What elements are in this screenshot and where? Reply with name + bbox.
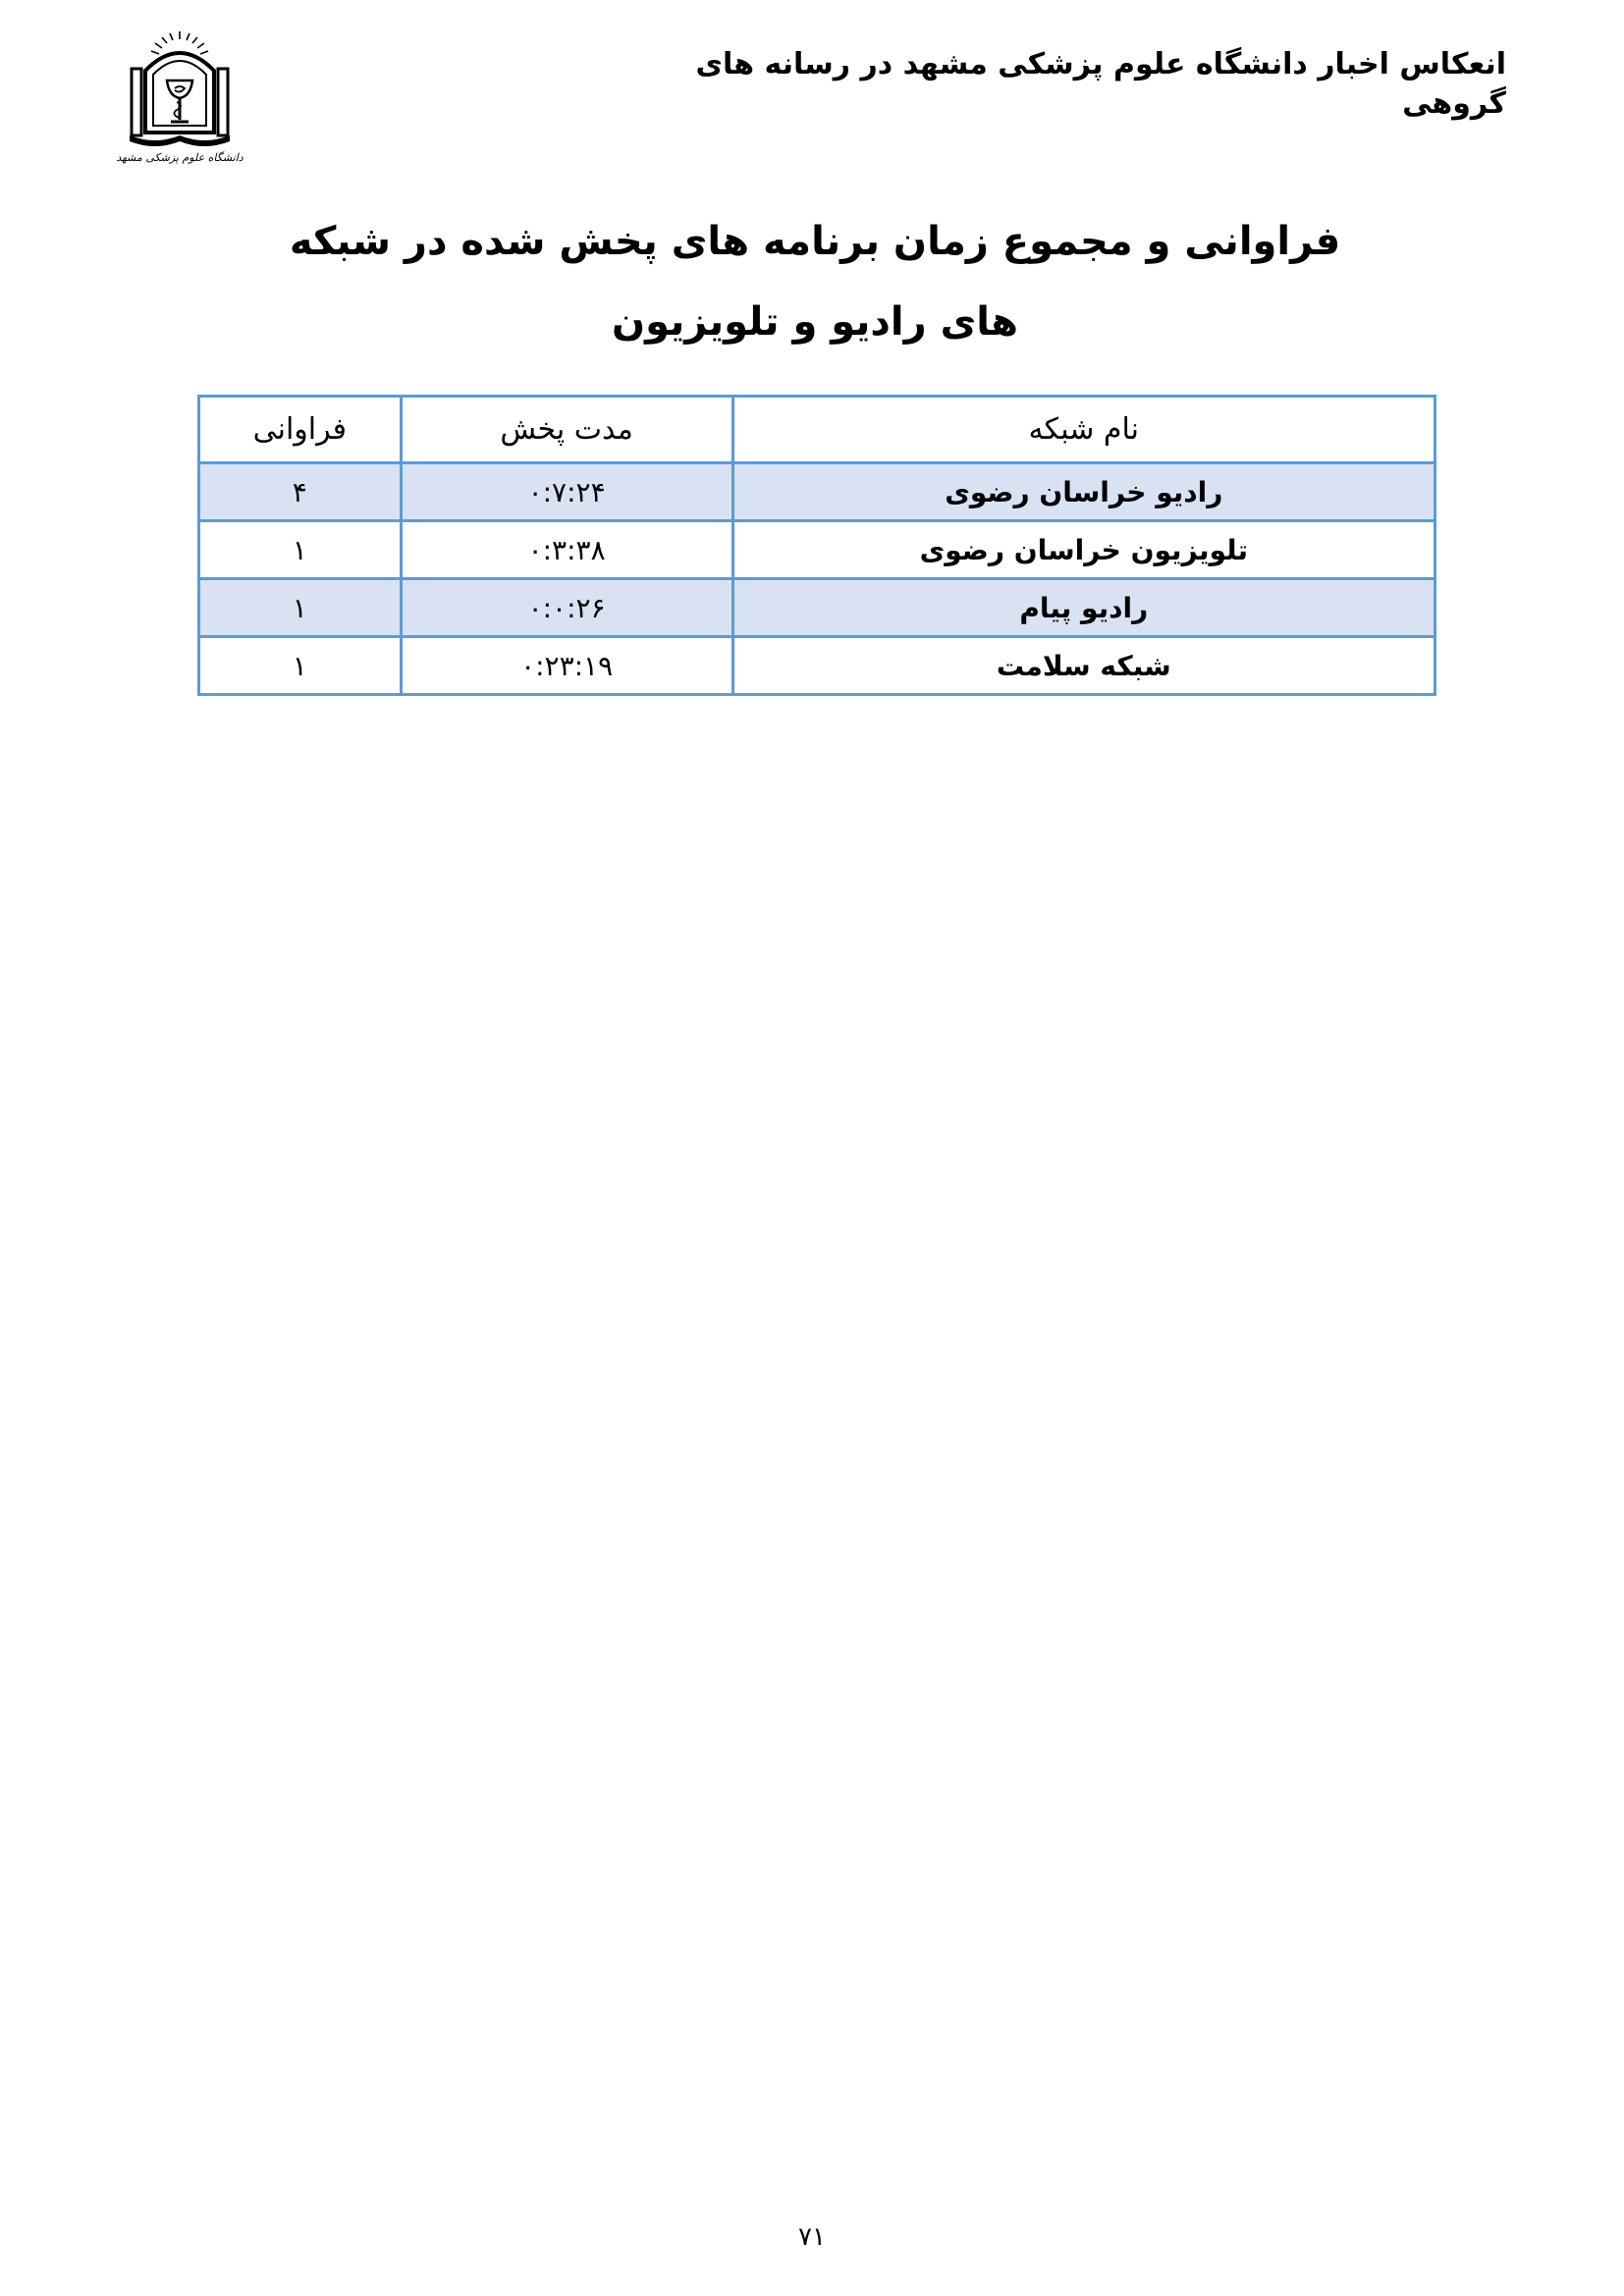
duration-cell: ۰:۷:۲۴ [401,463,732,521]
network-name-cell: شبکه سلامت [732,637,1435,695]
table-row [199,637,1435,695]
table-row [199,463,1435,521]
logo-caption: دانشگاه علوم پزشکی مشهد [116,151,244,164]
frequency-cell: ۱ [199,521,402,579]
frequency-cell: ۴ [199,463,402,521]
frequency-cell: ۱ [199,579,402,637]
header-title: انعکاس اخبار دانشگاه علوم پزشکی مشهد در رسانه های گروهی [695,47,1506,121]
broadcast-table [197,395,1436,696]
column-header-frequency: فراوانی [199,397,402,463]
table-header-row [199,397,1435,463]
column-header-network: نام شبکه [732,397,1435,463]
column-header-duration: مدت پخش [401,397,732,463]
table-row [199,579,1435,637]
university-logo [116,29,244,167]
network-name-cell: تلویزیون خراسان رضوی [732,521,1435,579]
duration-cell: ۰:۲۳:۱۹ [401,637,732,695]
duration-cell: ۰:۰:۲۶ [401,579,732,637]
page-number: ۷۱ [798,2222,826,2252]
page-heading: فراوانی و مجموع زمان برنامه های پخش شده در شبکه های رادیو و تلویزیون [289,219,1341,345]
duration-cell: ۰:۳:۳۸ [401,521,732,579]
frequency-cell: ۱ [199,637,402,695]
table-row [199,521,1435,579]
university-emblem-icon [116,29,244,167]
network-name-cell: رادیو پیام [732,579,1435,637]
network-name-cell: رادیو خراسان رضوی [732,463,1435,521]
